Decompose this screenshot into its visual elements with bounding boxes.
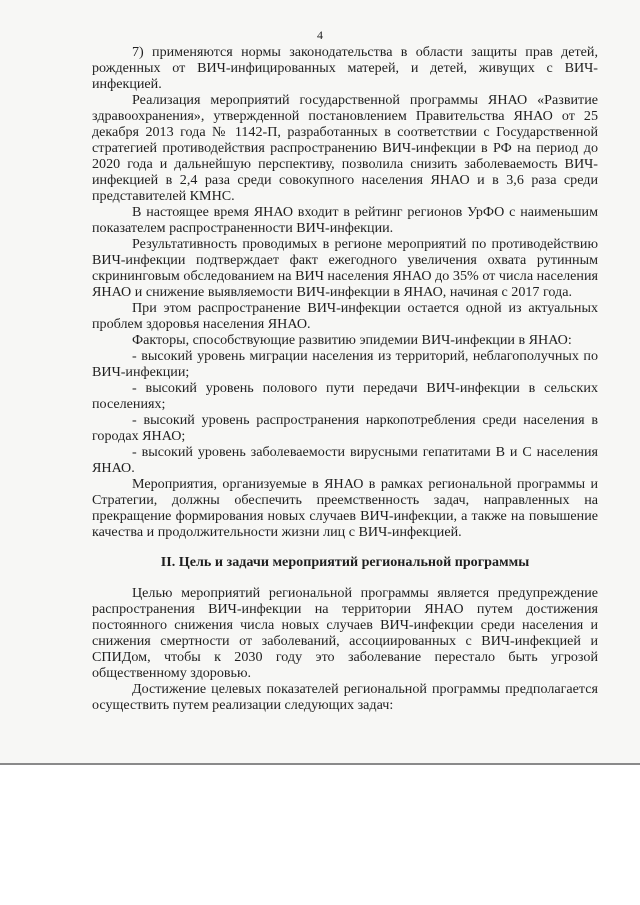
paragraph-measures: Мероприятия, организуемые в ЯНАО в рамках региональной программы и Стратегии, должны обеспечить преемственность задач, направленных на прекращение формирования новых случаев ВИЧ-инфекции, а также на повышение качества и продолжительности жизни лиц с ВИЧ-инфекцией. <box>92 476 598 540</box>
paragraph-program-goal: Целью мероприятий региональной программы является предупреждение распространения ВИЧ-инфекции на территории ЯНАО путем достижения постоянного снижения числа новых случаев ВИЧ-инфекции среди населения и снижения смертности от заболеваний, ассоциированных с ВИЧ-инфекцией и СПИДом, чтобы к 2030 году это заболевание перестало быть угрозой общественному здоровью. <box>92 585 598 681</box>
factor-list-item: - высокий уровень миграции населения из территорий, неблагополучных по ВИЧ-инфекции; <box>92 348 598 380</box>
factor-list-item: - высокий уровень заболеваемости вирусными гепатитами В и С населения ЯНАО. <box>92 444 598 476</box>
paragraph-urfo-rating: В настоящее время ЯНАО входит в рейтинг регионов УрФО с наименьшим показателем распространенности ВИЧ-инфекции. <box>92 204 598 236</box>
page-number: 4 <box>317 28 323 42</box>
section-heading: II. Цель и задачи мероприятий региональной программы <box>160 554 530 570</box>
paragraph-program-results: Реализация мероприятий государственной программы ЯНАО «Развитие здравоохранения», утвержденной постановлением Правительства ЯНАО от 25 декабря 2013 года № 1142-П, разработанных в соответствии с Государственной стратегией противодействия распространению ВИЧ-инфекции в РФ на период до 2020 года и дальнейшую перспективу, позволила снизить заболеваемость ВИЧ-инфекцией в 2,4 раза среди совокупного населения ЯНАО и в 3,6 раза среди представителей КМНС. <box>92 92 598 204</box>
factor-list-item: - высокий уровень полового пути передачи ВИЧ-инфекции в сельских поселениях; <box>92 380 598 412</box>
paragraph-factors-intro: Факторы, способствующие развитию эпидемии ВИЧ-инфекции в ЯНАО: <box>132 332 572 348</box>
paragraph-legislation: 7) применяются нормы законодательства в области защиты прав детей, рожденных от ВИЧ-инфицированных матерей, и детей, живущих с ВИЧ-инфекцией. <box>92 44 598 92</box>
factor-list-item: - высокий уровень распространения наркопотребления среди населения в городах ЯНАО; <box>92 412 598 444</box>
document-body <box>92 44 598 713</box>
paragraph-tasks-intro: Достижение целевых показателей региональной программы предполагается осуществить путем реализации следующих задач: <box>92 681 598 713</box>
paragraph-screening: Результативность проводимых в регионе мероприятий по противодействию ВИЧ-инфекции подтверждает факт ежегодного увеличения охвата рутинным скрининговым обследованием на ВИЧ населения ЯНАО до 35% от числа населения ЯНАО и снижение выявляемости ВИЧ-инфекции в ЯНАО, начиная с 2017 года. <box>92 236 598 300</box>
paragraph-actual-problem: При этом распространение ВИЧ-инфекции остается одной из актуальных проблем здоровья населения ЯНАО. <box>92 300 598 332</box>
